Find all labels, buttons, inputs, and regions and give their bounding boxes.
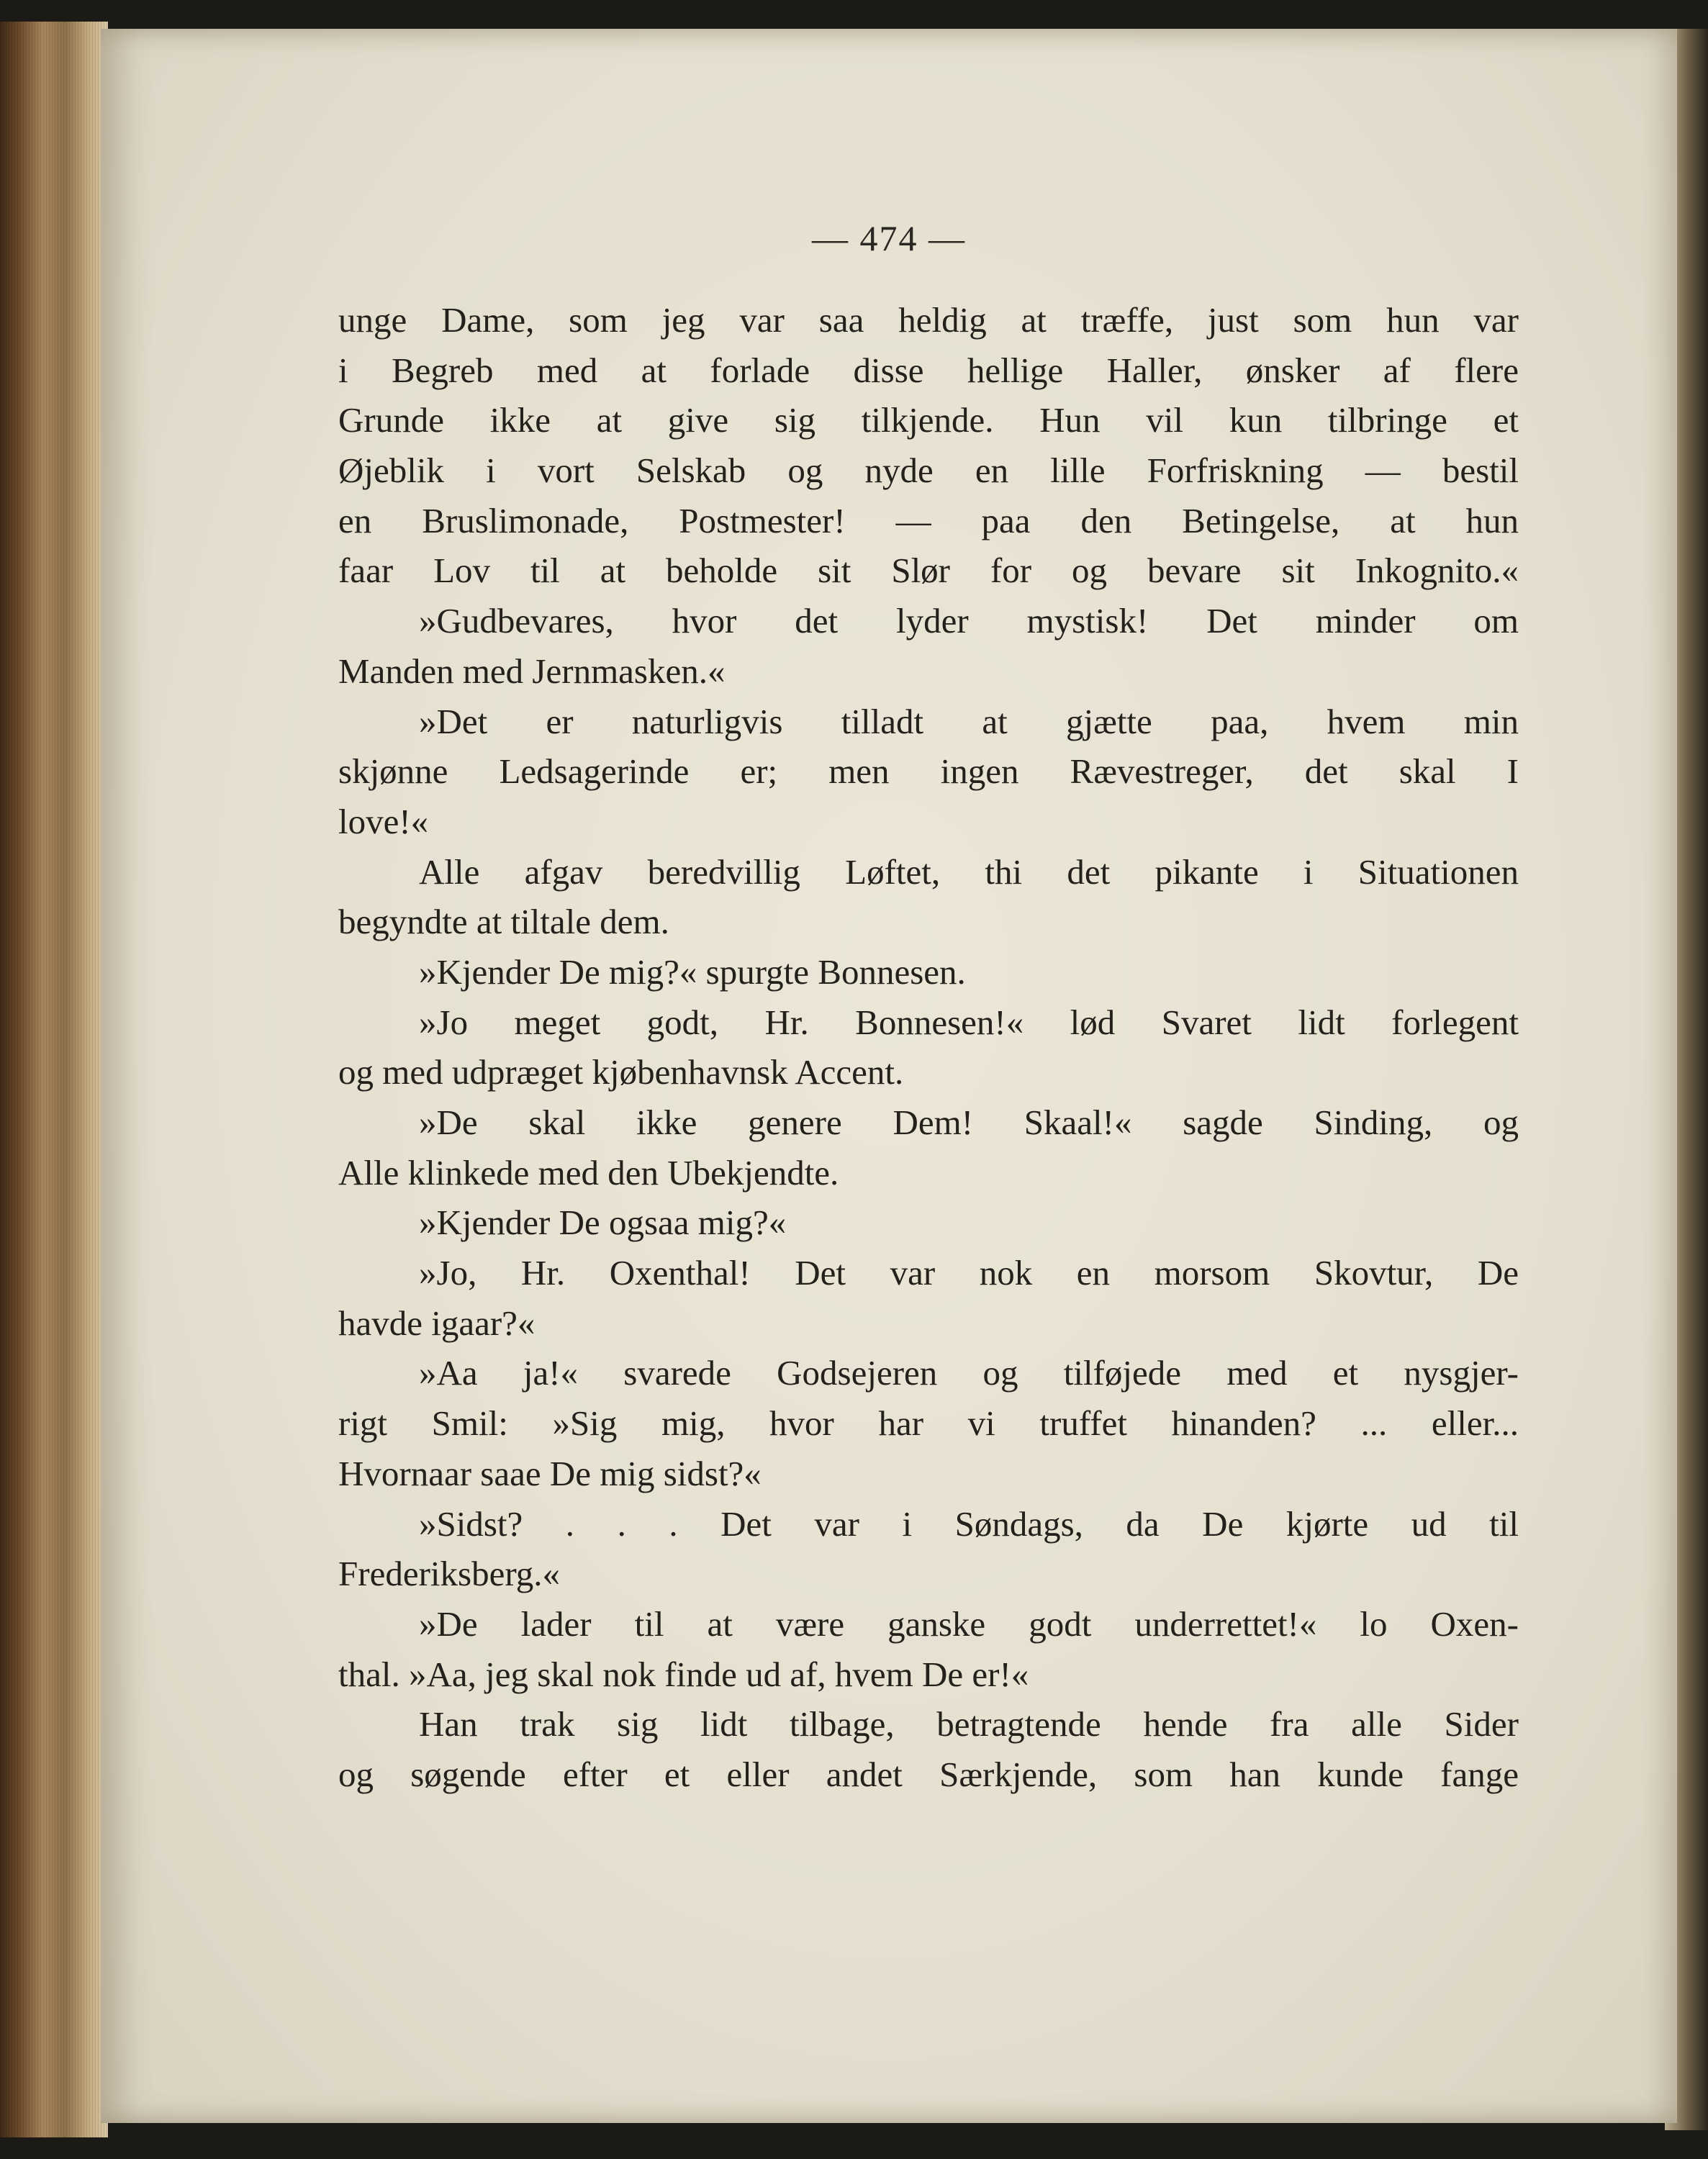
text-line: Hvornaar saae De mig sidst?«	[338, 1453, 762, 1493]
text-line: »Sidst? . . . Det var i Søndags, da De kjørte ud til	[419, 1503, 1519, 1544]
text-line: Alle klinkede med den Ubekjendte.	[338, 1152, 839, 1192]
text-line: love!«	[338, 801, 429, 841]
text-line: »Jo meget godt, Hr. Bonnesen!« lød Svaret lidt forlegent	[419, 1002, 1519, 1042]
text-line: rigt Smil: »Sig mig, hvor har vi truffet hinanden? ... eller...	[338, 1403, 1519, 1444]
body-text	[338, 295, 1519, 1800]
text-line: skjønne Ledsagerinde er; men ingen Rævestreger, det skal I	[338, 751, 1519, 792]
text-line: havde igaar?«	[338, 1303, 536, 1343]
text-line: »Jo, Hr. Oxenthal! Det var nok en morsom Skovtur, De	[419, 1253, 1519, 1293]
text-line: Manden med Jernmasken.«	[338, 651, 726, 691]
text-line: i Begreb med at forlade disse hellige Haller, ønsker af flere	[338, 350, 1519, 390]
page-number: — 474 —	[812, 218, 966, 258]
text-line: og søgende efter et eller andet Særkjende, som han kunde fange	[338, 1754, 1519, 1794]
text-line: »Det er naturligvis tilladt at gjætte paa, hvem min	[419, 701, 1519, 741]
text-line: »De lader til at være ganske godt underrettet!« lo Oxen-	[419, 1603, 1519, 1644]
text-line: unge Dame, som jeg var saa heldig at træffe, just som hun var	[338, 300, 1519, 340]
text-line: en Bruslimonade, Postmester! — paa den Betingelse, at hun	[338, 500, 1519, 540]
book-page-edges	[0, 22, 108, 2137]
text-line: »De skal ikke genere Dem! Skaal!« sagde Sinding, og	[419, 1103, 1519, 1142]
text-line: Alle afgav beredvillig Løftet, thi det pikante i Situationen	[419, 851, 1519, 892]
text-line: faar Lov til at beholde sit Slør for og bevare sit Inkognito.«	[338, 551, 1519, 591]
text-line: »Kjender De ogsaa mig?«	[419, 1203, 787, 1243]
text-line: »Gudbevares, hvor det lyder mystisk! Det minder om	[419, 601, 1519, 641]
text-line: Grunde ikke at give sig tilkjende. Hun vil kun tilbringe et	[338, 400, 1519, 440]
text-line: Øjeblik i vort Selskab og nyde en lille Forfriskning — bestil	[338, 451, 1519, 491]
text-line: thal. »Aa, jeg skal nok finde ud af, hvem De er!«	[338, 1654, 1029, 1694]
text-line: »Aa ja!« svarede Godsejeren og tilføjede med et nysgjer-	[419, 1353, 1519, 1393]
text-line: Han trak sig lidt tilbage, betragtende hende fra alle Sider	[419, 1704, 1519, 1744]
text-line: Frederiksberg.«	[338, 1554, 560, 1594]
text-line: »Kjender De mig?« spurgte Bonnesen.	[419, 951, 966, 992]
text-line: og med udpræget kjøbenhavnsk Accent.	[338, 1052, 904, 1092]
text-line: begyndte at tiltale dem.	[338, 902, 669, 942]
